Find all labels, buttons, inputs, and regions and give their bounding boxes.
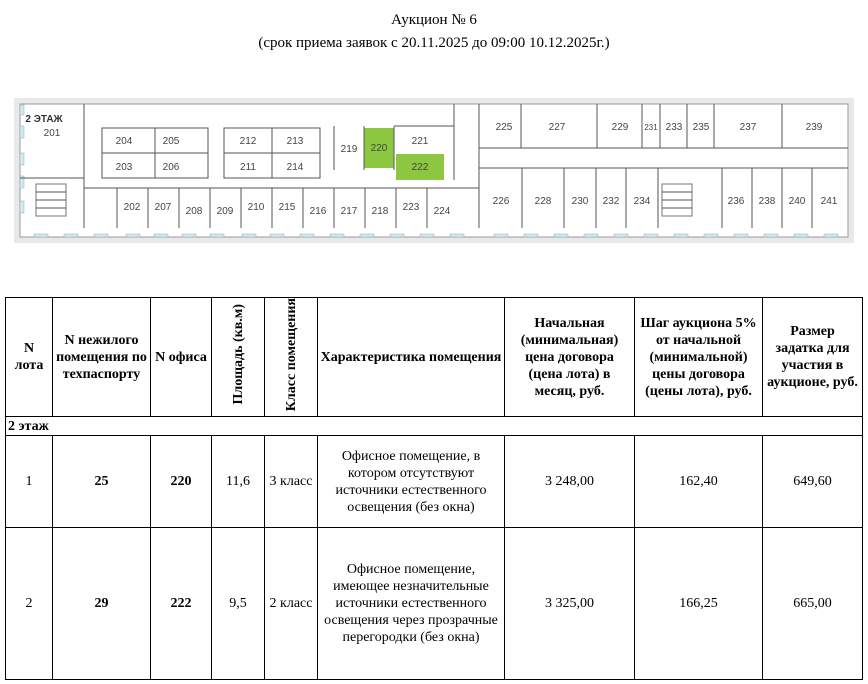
cell-step: 166,25	[635, 528, 763, 680]
room-label: 217	[340, 206, 358, 217]
room-label: 238	[758, 196, 776, 207]
cell-area: 9,5	[212, 528, 265, 680]
cell-office: 220	[151, 436, 212, 528]
auction-title: Аукцион № 6	[391, 12, 477, 28]
room-label: 225	[495, 122, 513, 133]
room-label: 204	[115, 136, 133, 147]
room-label: 215	[278, 202, 296, 213]
cell-price: 3 325,00	[505, 528, 635, 680]
lots-table	[5, 297, 863, 680]
floor-plan	[14, 98, 854, 243]
cell-lot: 2	[6, 528, 53, 680]
table-row	[6, 436, 863, 528]
cell-class: 3 класс	[265, 436, 318, 528]
room-label: 211	[240, 162, 256, 173]
col-description: Характеристика помещения	[318, 298, 505, 417]
cell-deposit: 649,60	[763, 436, 863, 528]
room-label-222: 222	[411, 162, 429, 173]
room-label: 218	[371, 206, 389, 217]
col-area-label: Площадь (кв.м)	[230, 304, 246, 405]
room-label: 210	[247, 202, 265, 213]
table-row	[6, 528, 863, 680]
room-label: 229	[611, 122, 629, 133]
room-label: 214	[286, 162, 304, 173]
cell-room-number: 29	[53, 528, 151, 680]
room-label: 239	[805, 122, 823, 133]
cell-class: 2 класс	[265, 528, 318, 680]
room-label: 240	[788, 196, 806, 207]
room-label: 237	[739, 122, 757, 133]
room-label: 221	[411, 136, 429, 147]
table-header-row	[6, 298, 863, 417]
room-label: 226	[492, 196, 510, 207]
room-label: 213	[286, 136, 304, 147]
cell-description: Офисное помещение, имеющее незначительные источники естественного освещения через прозрачные перегородки (без окна)	[318, 528, 505, 680]
col-step: Шаг аукциона 5% от начальной (минимальной) цены договора (цены лота), руб.	[635, 298, 763, 417]
room-label: 208	[185, 206, 203, 217]
floor-label: 2 ЭТАЖ	[25, 114, 63, 125]
room-label: 232	[602, 196, 620, 207]
col-class	[265, 298, 318, 417]
room-label: 234	[633, 196, 651, 207]
col-area	[212, 298, 265, 417]
floor-row	[6, 417, 863, 436]
room-label: 228	[534, 196, 552, 207]
col-lot: N лота	[6, 298, 53, 417]
cell-area: 11,6	[212, 436, 265, 528]
col-deposit: Размер задатка для участия в аукционе, руб.	[763, 298, 863, 417]
room-label: 223	[402, 202, 420, 213]
room-label: 207	[154, 202, 172, 213]
room-label: 230	[571, 196, 589, 207]
room-label: 235	[692, 122, 710, 133]
cell-office: 222	[151, 528, 212, 680]
room-label: 219	[340, 144, 358, 155]
cell-description: Офисное помещение, в котором отсутствуют источники естественного освещения (без окна)	[318, 436, 505, 528]
room-label: 205	[162, 136, 180, 147]
room-label: 212	[239, 136, 257, 147]
room-label: 201	[43, 128, 61, 139]
room-label: 209	[216, 206, 234, 217]
cell-deposit: 665,00	[763, 528, 863, 680]
cell-step: 162,40	[635, 436, 763, 528]
application-period: (срок приема заявок с 20.11.2025 до 09:00 10.12.2025г.)	[258, 35, 610, 51]
col-price: Начальная (минимальная) цена договора (цена лота) в месяц, руб.	[505, 298, 635, 417]
cell-lot: 1	[6, 436, 53, 528]
room-label: 233	[665, 122, 683, 133]
room-label: 216	[309, 206, 327, 217]
room-label: 202	[123, 202, 141, 213]
floor-row-label: 2 этаж	[6, 417, 863, 436]
cell-room-number: 25	[53, 436, 151, 528]
room-label: 224	[433, 206, 451, 217]
col-room-number: N нежилого помещения по техпаспорту	[53, 298, 151, 417]
room-label: 231	[644, 123, 658, 132]
cell-price: 3 248,00	[505, 436, 635, 528]
col-class-label: Класс помещения	[283, 298, 299, 412]
room-label: 241	[820, 196, 838, 207]
room-label-220: 220	[370, 143, 388, 154]
col-office: N офиса	[151, 298, 212, 417]
room-label: 236	[727, 196, 745, 207]
room-label: 203	[115, 162, 133, 173]
room-label: 206	[162, 162, 180, 173]
room-label: 227	[548, 122, 566, 133]
